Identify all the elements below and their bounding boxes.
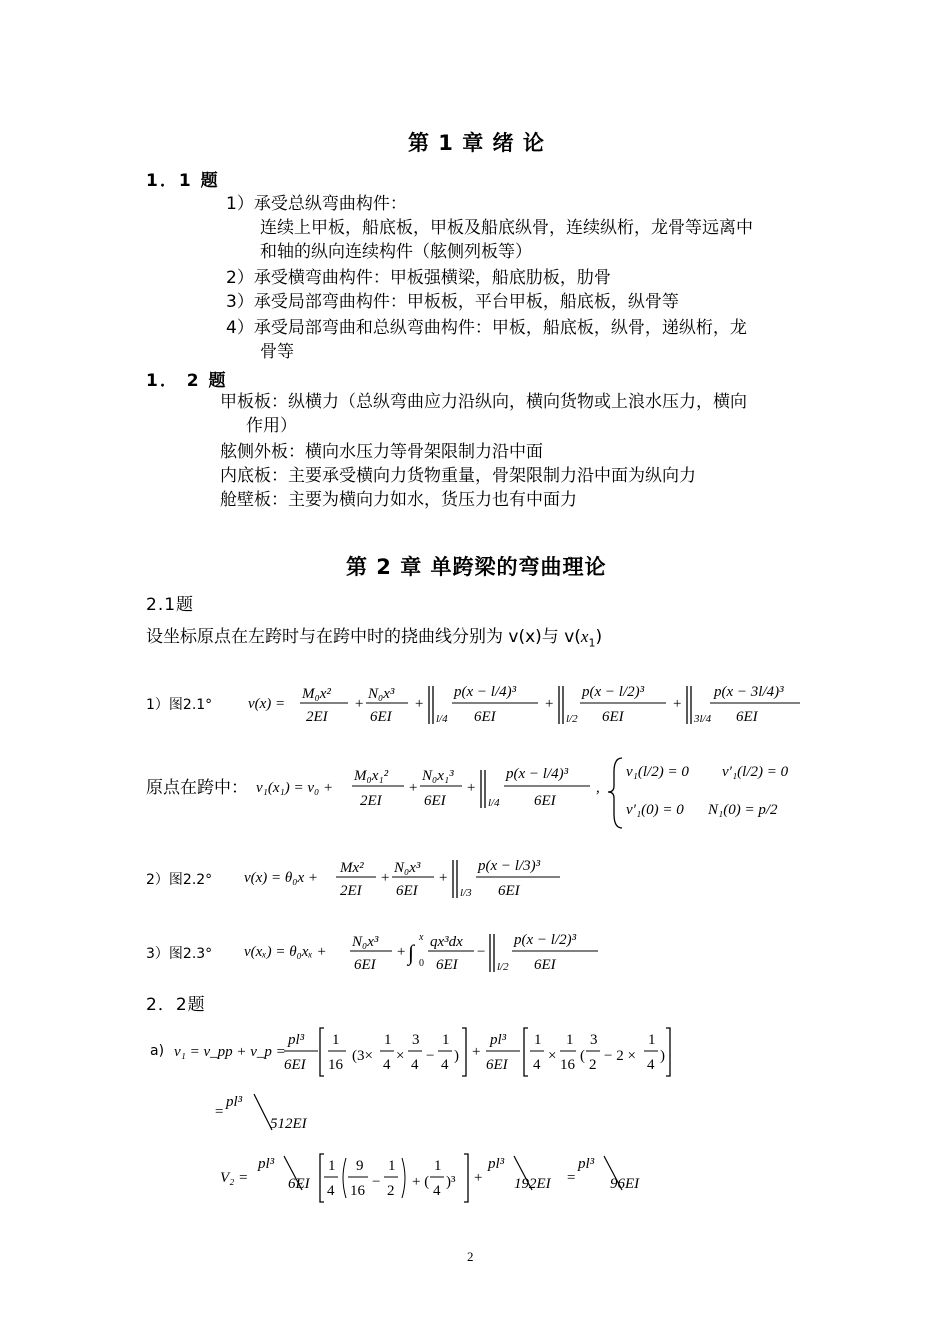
svg-text:pl³: pl³ (258, 1156, 275, 1172)
svg-text:1: 1 (534, 1032, 542, 1048)
svg-text:2EI: 2EI (340, 883, 362, 899)
svg-text:4: 4 (383, 1057, 391, 1073)
equation-2-2-a-result (214, 1090, 354, 1136)
svg-text:v(xₓ) = θ₀xₓ +: v(xₓ) = θ₀xₓ + (244, 944, 327, 960)
svg-text:6EI: 6EI (396, 883, 418, 899)
svg-text:N₀x³: N₀x³ (368, 686, 395, 702)
svg-text:N₀x³: N₀x³ (352, 934, 379, 950)
svg-text:1: 1 (648, 1032, 656, 1048)
svg-text:0: 0 (419, 958, 424, 969)
svg-text:6EI: 6EI (370, 709, 392, 725)
svg-text:N₁(0) = p/2: N₁(0) = p/2 (708, 802, 778, 818)
svg-text:l/2: l/2 (566, 713, 578, 725)
svg-text:1: 1 (388, 1158, 396, 1174)
list-item: 1）承受总纵弯曲构件： (226, 194, 407, 214)
svg-text:−: − (426, 1048, 435, 1064)
svg-text:1: 1 (442, 1032, 450, 1048)
chapter-2-title: 第 2 章 单跨梁的弯曲理论 (346, 555, 607, 579)
svg-text:6EI: 6EI (736, 709, 758, 725)
page-number: 2 (467, 1249, 474, 1264)
equation-case-2 (244, 846, 574, 908)
svg-text:l/4: l/4 (436, 713, 448, 725)
question-1-2-heading: 1． 2 题 (146, 371, 228, 391)
svg-text:l/4: l/4 (488, 797, 500, 809)
svg-text:6EI: 6EI (498, 883, 520, 899)
list-item: 舷侧外板：横向水压力等骨架限制力沿中面 (220, 442, 543, 462)
svg-text:v₁(l/2) = 0: v₁(l/2) = 0 (626, 764, 689, 780)
svg-text:∫: ∫ (408, 940, 415, 965)
intro-sentence: 设坐标原点在左跨时与在跨中时的挠曲线分别为 v(x)与 $v(x_1)$ (146, 627, 603, 650)
question-2-1-heading: 2.1题 (146, 595, 195, 615)
equation-2-2-a (174, 1020, 694, 1082)
svg-text:+: + (380, 870, 391, 886)
list-item: 甲板板：纵横力（总纵弯曲应力沿纵向，横向货物或上浪水压力，横向 (220, 392, 747, 412)
svg-text:(3×: (3× (352, 1048, 373, 1064)
case-2-label: 2）图2.2° (146, 872, 213, 888)
svg-text:v₁(x₁) = v₀ +: v₁(x₁) = v₀ + (256, 780, 334, 796)
svg-text:p(x − 3l/4)³: p(x − 3l/4)³ (714, 684, 784, 700)
svg-text:2EI: 2EI (360, 793, 382, 809)
svg-text:96EI: 96EI (610, 1176, 640, 1192)
svg-text:x: x (419, 932, 424, 943)
svg-text:4: 4 (327, 1183, 335, 1199)
equation-origin-mid (256, 752, 816, 832)
part-a-label: a) (150, 1043, 165, 1059)
svg-text:6EI: 6EI (284, 1057, 306, 1073)
svg-text:1: 1 (384, 1032, 392, 1048)
svg-text:4: 4 (441, 1057, 449, 1073)
svg-text:6EI: 6EI (436, 957, 458, 973)
svg-text:4: 4 (647, 1057, 655, 1073)
question-2-2-heading: 2．2题 (146, 995, 206, 1015)
svg-text:6EI: 6EI (354, 957, 376, 973)
svg-text:Mx²: Mx² (340, 860, 364, 876)
svg-text:(: ( (580, 1048, 585, 1064)
svg-text:512EI: 512EI (270, 1116, 307, 1132)
svg-text:p(x − l/2)³: p(x − l/2)³ (514, 932, 577, 948)
svg-text:6EI: 6EI (486, 1057, 508, 1073)
svg-text:l/3: l/3 (460, 887, 472, 899)
svg-text:v′₁(0) = 0: v′₁(0) = 0 (626, 802, 684, 818)
svg-text:pl³: pl³ (226, 1094, 243, 1110)
list-item: 骨等 (260, 342, 294, 362)
svg-text:2: 2 (387, 1183, 395, 1199)
svg-text:16: 16 (560, 1057, 575, 1073)
list-item: 连续上甲板，船底板，甲板及船底纵骨，连续纵桁，龙骨等远离中 (260, 218, 753, 238)
svg-text:v₁ = v_pp + v_p =: v₁ = v_pp + v_p = (174, 1044, 286, 1060)
svg-text:N₀x₁³: N₀x₁³ (422, 768, 454, 784)
svg-text:+: + (472, 1044, 481, 1060)
list-item: 和轴的纵向连续构件（舷侧列板等） (260, 242, 532, 262)
list-item: 4）承受局部弯曲和总纵弯曲构件：甲板，船底板，纵骨，递纵桁，龙 (226, 318, 747, 338)
svg-text:p(x − l/2)³: p(x − l/2)³ (582, 684, 645, 700)
svg-text:2: 2 (589, 1057, 597, 1073)
svg-text:+: + (414, 696, 425, 712)
svg-text:4: 4 (533, 1057, 541, 1073)
svg-text:p(x − l/4)³: p(x − l/4)³ (454, 684, 517, 700)
svg-text:×: × (396, 1048, 405, 1064)
svg-text:pl³: pl³ (490, 1032, 507, 1048)
svg-text:+: + (672, 696, 683, 712)
list-item: 舱壁板：主要为横向力如水，货压力也有中面力 (220, 490, 577, 510)
case-3-label: 3）图2.3° (146, 946, 213, 962)
svg-text:l/2: l/2 (497, 961, 509, 973)
svg-text:2EI: 2EI (306, 709, 328, 725)
svg-text:1: 1 (328, 1158, 336, 1174)
case-1-label: 1）图2.1° (146, 697, 213, 713)
svg-text:M₀x²: M₀x² (302, 686, 331, 702)
svg-text:3l/4: 3l/4 (694, 713, 712, 725)
question-1-1-heading: 1．1 题 (146, 171, 220, 191)
svg-text:1: 1 (434, 1158, 442, 1174)
svg-text:+: + (544, 696, 555, 712)
svg-text:+: + (474, 1170, 483, 1186)
svg-text:v′₁(l/2) = 0: v′₁(l/2) = 0 (722, 764, 789, 780)
svg-text:9: 9 (356, 1158, 364, 1174)
svg-text:pl³: pl³ (288, 1032, 305, 1048)
origin-mid-label: 原点在跨中： (146, 778, 248, 798)
svg-text:,: , (596, 780, 600, 796)
svg-text:pl³: pl³ (578, 1156, 595, 1172)
svg-text:)³: )³ (446, 1174, 456, 1190)
svg-text:N₀x³: N₀x³ (394, 860, 421, 876)
svg-text:+: + (438, 870, 449, 886)
svg-text:1: 1 (566, 1032, 574, 1048)
svg-text:6EI: 6EI (602, 709, 624, 725)
list-item: 2）承受横弯曲构件：甲板强横梁，船底肋板，肋骨 (226, 268, 611, 288)
svg-text:16: 16 (328, 1057, 343, 1073)
svg-text:M₀x₁²: M₀x₁² (354, 768, 389, 784)
svg-text:− 2 ×: − 2 × (604, 1048, 636, 1064)
svg-text:4: 4 (411, 1057, 419, 1073)
svg-text:6EI: 6EI (534, 793, 556, 809)
svg-text:p(x − l/4)³: p(x − l/4)³ (506, 766, 569, 782)
svg-text:=: = (566, 1170, 577, 1186)
svg-text:+: + (408, 780, 419, 796)
svg-text:+: + (354, 696, 365, 712)
svg-text:16: 16 (350, 1183, 365, 1199)
svg-text:pl³: pl³ (488, 1156, 505, 1172)
svg-text:−: − (372, 1174, 381, 1190)
equation-case-3 (244, 920, 614, 982)
svg-text:×: × (548, 1048, 557, 1064)
svg-text:p(x − l/3)³: p(x − l/3)³ (478, 858, 541, 874)
svg-text:): ) (454, 1048, 459, 1064)
equation-case-1 (248, 672, 808, 734)
equation-2-2-v2 (220, 1146, 680, 1208)
svg-text:v(x) = θ₀x +: v(x) = θ₀x + (244, 870, 319, 886)
svg-text:−: − (476, 944, 487, 960)
svg-text:=: = (214, 1104, 225, 1120)
list-item: 3）承受局部弯曲构件：甲板板，平台甲板，船底板，纵骨等 (226, 292, 679, 312)
svg-text:v(x) =: v(x) = (248, 696, 286, 712)
svg-text:+ (: + ( (412, 1174, 430, 1190)
svg-text:3: 3 (412, 1032, 420, 1048)
svg-text:3: 3 (590, 1032, 598, 1048)
svg-text:192EI: 192EI (514, 1176, 551, 1192)
svg-text:6EI: 6EI (288, 1176, 310, 1192)
svg-text:6EI: 6EI (534, 957, 556, 973)
svg-text:+: + (396, 944, 407, 960)
svg-text:qx³dx: qx³dx (430, 934, 463, 950)
svg-text:1: 1 (332, 1032, 340, 1048)
svg-text:6EI: 6EI (424, 793, 446, 809)
svg-text:6EI: 6EI (474, 709, 496, 725)
chapter-1-title: 第 1 章 绪 论 (408, 131, 545, 155)
list-item: 作用） (246, 416, 297, 436)
list-item: 内底板：主要承受横向力货物重量，骨架限制力沿中面为纵向力 (220, 466, 696, 486)
svg-text:+: + (466, 780, 477, 796)
svg-text:V₂ =: V₂ = (220, 1170, 249, 1186)
svg-text:): ) (660, 1048, 665, 1064)
svg-text:4: 4 (433, 1183, 441, 1199)
